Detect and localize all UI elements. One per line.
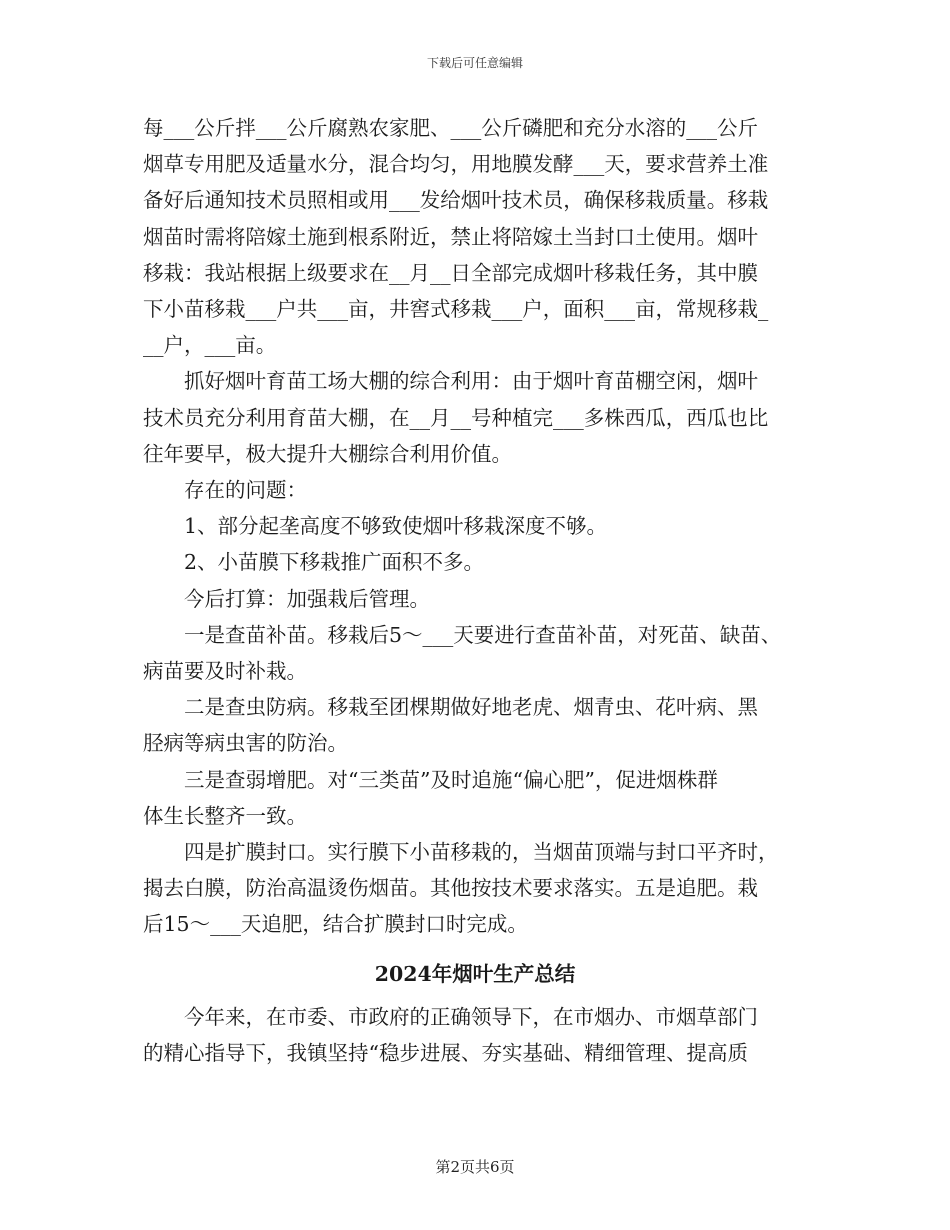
text-line: 每___公斤拌___公斤腐熟农家肥、___公斤磷肥和充分水溶的___公斤: [143, 116, 758, 140]
section-title: 2024年烟叶生产总结: [374, 961, 576, 986]
paragraph-plan-1: [143, 617, 807, 689]
text-line: 今年来，在市委、市政府的正确领导下，在市烟办、市烟草部门: [184, 1004, 758, 1029]
text-line: 四是扩膜封口。实行膜下小苗移栽的，当烟苗顶端与封口平齐时，: [184, 840, 779, 865]
text-line: 体生长整齐一致。: [143, 803, 307, 828]
text-line: 二是查虫防病。移栽至团棵期做好地老虎、烟青虫、花叶病、黑: [184, 695, 758, 720]
text-line: 技术员充分利用育苗大棚，在__月__号种植完___多株西瓜，西瓜也比: [143, 405, 769, 430]
page-header-note: 下载后可任意编辑: [426, 56, 523, 70]
text-line: 病苗要及时补栽。: [143, 659, 307, 684]
paragraph-summary-intro: [143, 999, 807, 1071]
document-body: [143, 110, 807, 1071]
text-line: 胫病等病虫害的防治。: [143, 731, 348, 756]
text-line: 下小苗移栽___户共___亩，井窖式移栽___户，面积___亩，常规移栽_: [143, 297, 769, 322]
text-line: 的精心指导下，我镇坚持“稳步进展、夯实基础、精细管理、提高质: [143, 1040, 748, 1065]
paragraph-problems-heading: 存在的问题：: [184, 478, 307, 503]
text-line: 往年要早，极大提升大棚综合利用价值。: [143, 441, 512, 466]
paragraph-plan-3: [143, 762, 807, 834]
text-line: 烟草专用肥及适量水分，混合均匀，用地膜发酵___天，要求营养土准: [143, 152, 769, 177]
paragraph-problem-1: 1、部分起垄高度不够致使烟叶移栽深度不够。: [184, 514, 608, 539]
paragraph-plan-4: [143, 834, 807, 943]
text-line: 揭去白膜，防治高温烫伤烟苗。其他按技术要求落实。五是追肥。栽: [143, 876, 758, 901]
text-line: 移栽：我站根据上级要求在__月__日全部完成烟叶移栽任务，其中膜: [143, 260, 758, 285]
paragraph-problem-2: 2、小苗膜下移栽推广面积不多。: [184, 550, 485, 575]
paragraph-plan-2: [143, 689, 807, 761]
text-line: 备好后通知技术员照相或用___发给烟叶技术员，确保移栽质量。移栽: [143, 188, 769, 213]
text-line: 后15～___天追肥，结合扩膜封口时完成。: [143, 912, 528, 937]
paragraph-seedling-transplant: [143, 110, 807, 363]
text-line: 抓好烟叶育苗工场大棚的综合利用：由于烟叶育苗棚空闲，烟叶: [184, 369, 758, 394]
page-number: 第2页共6页: [435, 1158, 515, 1176]
text-line: 三是查弱增肥。对“三类苗”及时追施“偏心肥”，促进烟株群: [184, 767, 718, 792]
paragraph-plans-heading: 今后打算：加强栽后管理。: [184, 586, 430, 611]
text-line: __户，___亩。: [143, 333, 277, 358]
text-line: 烟苗时需将陪嫁土施到根系附近，禁止将陪嫁土当封口土使用。烟叶: [143, 224, 758, 249]
text-line: 一是查苗补苗。移栽后5～___天要进行查苗补苗，对死苗、缺苗、: [184, 622, 782, 647]
paragraph-greenhouse-use: [143, 363, 807, 472]
